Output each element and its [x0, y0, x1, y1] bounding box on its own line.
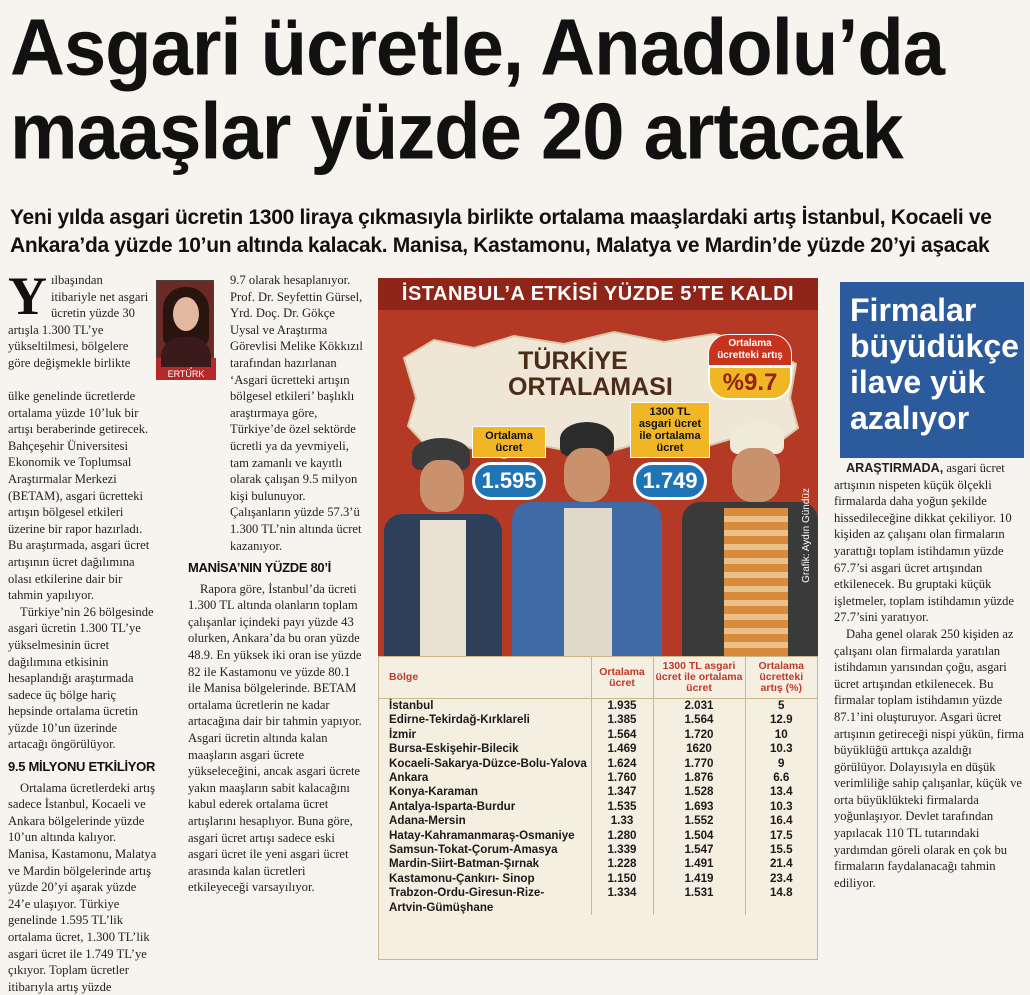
sidebar-article [834, 460, 1024, 891]
headline-line-2: maaşlar yüzde 20 artacak [10, 86, 903, 177]
value-cell: 16.4 [745, 814, 817, 828]
wage-increase-label: Ortalama ücretteki artış [708, 334, 792, 366]
regional-wage-table [378, 656, 818, 960]
paragraph-text: asgari ücret artışının nispeten küçük ölçekli firmalarda daha yoğun şekilde hissedileceğine dikkat çekiliyor. 10 kişiden az çalışanı olan firmaların yarattığı toplam istihdamın yüzde 67.7’si asgari ücret artışından etkilenecek. Bu gruptaki küçük işletmeler, toplam istihdamın yüzde 27.7’sini yaratıyor. [834, 461, 1014, 625]
region-cell: Antalya-Isparta-Burdur [389, 799, 516, 813]
value-cell: 1.280 [591, 829, 653, 843]
column-header: Bölge [379, 657, 591, 699]
value-cell: 1.504 [653, 829, 745, 843]
value-cell: 1.469 [591, 742, 653, 756]
table-row [379, 829, 817, 843]
value-cell: 1.935 [591, 699, 653, 714]
sidebar-title-box: Firmalar büyüdükçe ilave yük azalıyor [840, 282, 1024, 458]
table-row [379, 800, 817, 814]
wage-increase-value: %9.7 [708, 366, 792, 400]
region-cell: Edirne-Tekirdağ-Kırklareli [389, 713, 530, 727]
value-cell: 1.535 [591, 800, 653, 814]
region-cell: Mardin-Siirt-Batman-Şırnak [389, 857, 540, 871]
value-cell: 1.624 [591, 757, 653, 771]
region-cell: Ankara [389, 771, 429, 785]
region-cell: Samsun-Tokat-Çorum-Amasya [389, 843, 558, 857]
table-header-row [379, 657, 817, 699]
dropcap: Y [8, 266, 47, 326]
graphic-credit: Grafik: Aydın Gündüz [801, 488, 812, 583]
new-average-wage-label: 1300 TL asgari ücret ile ortalama ücret [630, 402, 710, 458]
value-cell: 1.564 [591, 728, 653, 742]
value-cell: 1.491 [653, 857, 745, 871]
value-cell: 21.4 [745, 857, 817, 871]
section-heading: MANİSA’NIN YÜZDE 80’İ [188, 560, 331, 576]
value-cell: 1.760 [591, 771, 653, 785]
section-heading: 9.5 MİLYONU ETKİLİYOR [8, 759, 156, 775]
value-cell [591, 901, 653, 915]
table-row [379, 886, 817, 900]
table-row [379, 742, 817, 756]
subheadline: Yeni yılda asgari ücretin 1300 liraya çıkmasıyla birlikte ortalama maaşlardaki artış İstanbul, Kocaeli ve Ankara’da yüzde 10’un altında kalacak. Manisa, Kastamonu, Malatya ve Mardin’de yüzde 20’yi aşacak [10, 206, 992, 257]
value-cell: 6.6 [745, 771, 817, 785]
turkey-average-line-1: TÜRKİYE [518, 347, 628, 375]
lead-word: ARAŞTIRMADA, [846, 461, 944, 475]
value-cell: 1.547 [653, 843, 745, 857]
region-cell: Hatay-Kahramanmaraş-Osmaniye [389, 828, 575, 842]
value-cell: 14.8 [745, 886, 817, 900]
value-cell: 1.347 [591, 785, 653, 799]
value-cell [745, 901, 817, 915]
table-row [379, 843, 817, 857]
headline [10, 2, 1022, 177]
average-wage-label: Ortalama ücret [472, 426, 546, 458]
article-column-1 [8, 388, 158, 995]
region-cell: Adana-Mersin [389, 814, 466, 828]
average-wage-badge [472, 426, 546, 500]
value-cell: 5 [745, 699, 817, 714]
value-cell: 9 [745, 757, 817, 771]
value-cell: 1620 [653, 742, 745, 756]
value-cell: 17.5 [745, 829, 817, 843]
value-cell: 1.528 [653, 785, 745, 799]
value-cell: 1.770 [653, 757, 745, 771]
infographic [378, 278, 818, 656]
value-cell: 1.228 [591, 857, 653, 871]
paragraph [834, 460, 1024, 626]
new-average-wage-value: 1.749 [633, 462, 707, 500]
author-name-line-2: ERTÜRK [167, 369, 205, 379]
region-cell: İstanbul [389, 699, 434, 712]
value-cell: 10.3 [745, 800, 817, 814]
article-column-1-top [8, 266, 150, 372]
value-cell: 10.3 [745, 742, 817, 756]
paragraph: ılbaşından itibariyle net asgari ücretin yüzde 30 artışla 1.300 TL’ye yükseltilmesi, bölgelere göre değişmekle birlikte [8, 273, 149, 370]
table-row [379, 872, 817, 886]
article-column-2 [188, 272, 366, 896]
value-cell: 13.4 [745, 785, 817, 799]
value-cell [653, 901, 745, 915]
region-cell: Artvin-Gümüşhane [389, 900, 494, 914]
value-cell: 2.031 [653, 699, 745, 714]
region-cell: Bursa-Eskişehir-Bilecik [389, 742, 519, 756]
value-cell: 1.150 [591, 872, 653, 886]
table-row [379, 771, 817, 785]
paragraph: ülke genelinde ücretlerde ortalama yüzde 10’luk bir artışı beraberinde getirecek. Bahçeşehir Üniversitesi Ekonomik ve Toplumsal Araştırmalar Merkezi (BETAM), asgari ücretteki artışın bölgesel etkileri üzerine bir rapor hazırladı. Bu araştırmada, asgari ücret artışının ücret dağılımına olası etkilerine dair bir tahmin yapılıyor. [8, 389, 150, 603]
value-cell: 1.339 [591, 843, 653, 857]
new-average-wage-badge [630, 402, 710, 500]
value-cell: 1.419 [653, 872, 745, 886]
value-cell: 23.4 [745, 872, 817, 886]
headline-line-1: Asgari ücretle, Anadolu’da [10, 2, 945, 93]
value-cell: 1.552 [653, 814, 745, 828]
value-cell: 1.693 [653, 800, 745, 814]
table-row [379, 713, 817, 727]
turkey-average-line-2: ORTALAMASI [508, 373, 673, 401]
table-row [379, 857, 817, 871]
column-header: Ortalama ücretteki artış (%) [745, 657, 817, 699]
table-row [379, 757, 817, 771]
value-cell: 1.33 [591, 814, 653, 828]
value-cell: 1.385 [591, 713, 653, 727]
column-header: 1300 TL asgari ücret ile ortalama ücret [653, 657, 745, 699]
paragraph: Daha genel olarak 250 kişiden az çalışanı olan firmalarda yaratılan istihdamın yarısından çoğu, asgari ücret artışından etkilenecek. Bu firmalar toplam istihdamın yüzde 87.1’ini oluşturuyor. Asgari ücret artışının getireceği nispi yükün, firma büyüklüğü arttıkça azaldığı görülüyor. Dolayısıyla en düşük verimliliğe sahip çalışanlar, küçük ve orta büyüklükteki firmalarda yoğunlaşıyor. Devlet tarafından yapılacak 110 TL tutarındaki yardımdan göreli olarak en çok bu firmaların faydalanacağı tahmin ediliyor. [834, 626, 1024, 890]
value-cell: 1.876 [653, 771, 745, 785]
region-cell: Trabzon-Ordu-Giresun-Rize- [389, 886, 545, 900]
average-wage-value: 1.595 [472, 462, 546, 500]
value-cell: 1.564 [653, 713, 745, 727]
region-cell: Kastamonu-Çankırı- Sinop [389, 871, 535, 885]
wage-increase-badge [708, 334, 792, 400]
paragraph: 9.7 olarak hesaplanıyor. Prof. Dr. Seyfettin Gürsel, Yrd. Doç. Dr. Gökçe Uysal ve Araştırma Görevlisi Melike Kökkızıl tarafından hazırlanan ‘Asgari ücretteki artışın bölgesel etkileri’ başlıklı araştırmaya göre, Türkiye’de özel sektörde ücretli ya da yevmiyeli, tam zamanlı ve kayıtlı olarak çalışan 9.5 milyon kişi bulunuyor. Çalışanların yüzde 57.3’ü 1.300 TL’nin altında ücret kazanıyor. [230, 273, 363, 553]
column-header: Ortalama ücret [591, 657, 653, 699]
value-cell: 12.9 [745, 713, 817, 727]
table-row [379, 814, 817, 828]
region-cell: Konya-Karaman [389, 785, 478, 799]
region-cell: İzmir [389, 727, 417, 741]
paragraph: Rapora göre, İstanbul’da ücreti 1.300 TL altında olanların toplam çalışanlar içindeki payı yüzde 43 olurken, Ankara’da bu oran yüzde 48.9. En yüksek iki oran ise yüzde 82 ile Kastamonu ve yüzde 80.1 ile Manisa bölgelerinde. BETAM ortalama ücretlerin ne kadar artacağına dair bir tahmin yapıyor. Asgari ücretin altında kalan maaşların asgari ücrete yükseleceğini, ancak asgari ücrete yakın maaşların sabit kalacağını kabul ederek ortalama ücret artışlarını hesaplıyor. Buna göre, asgari ücret artışı sadece eski asgari ücret ile yeni asgari ücret arasında kalan ücretleri etkileyeceği varsayılıyor. [188, 581, 362, 895]
region-cell: Kocaeli-Sakarya-Düzce-Bolu-Yalova [389, 756, 587, 770]
paragraph: Türkiye’nin 26 bölgesinde asgari ücretin 1.300 TL’ye yükselmesinin ücret dağılımına etkisinin hesaplandığı araştırmada sadece üç bölge hariç hepsinde ortalama ücretin yüzde 10’un üzerinde artacağı öngörülüyor. [8, 604, 154, 752]
table-row [379, 728, 817, 742]
value-cell: 1.720 [653, 728, 745, 742]
value-cell: 10 [745, 728, 817, 742]
value-cell: 15.5 [745, 843, 817, 857]
table-row [379, 901, 817, 915]
table-row [379, 699, 817, 714]
value-cell: 1.531 [653, 886, 745, 900]
table-row [379, 785, 817, 799]
paragraph: Ortalama ücretlerdeki artış sadece İstanbul, Kocaeli ve Ankara bölgelerinde yüzde 10’un altında kalıyor. Manisa, Kastamonu, Malatya ve Mardin bölgelerinde artış yüzde 20’yi aşarak yüzde 24’e ulaşıyor. Türkiye genelinde 1.595 TL’lik ortalama ücret, 1.300 TL’lik asgari ücret ile 1.749 TL’ye çıkıyor. Toplam ücretler itibarıyla artış yüzde [8, 780, 157, 994]
value-cell: 1.334 [591, 886, 653, 900]
turkey-average-label [508, 347, 673, 401]
infographic-title: İSTANBUL’A ETKİSİ YÜZDE 5’TE KALDI [378, 278, 818, 310]
